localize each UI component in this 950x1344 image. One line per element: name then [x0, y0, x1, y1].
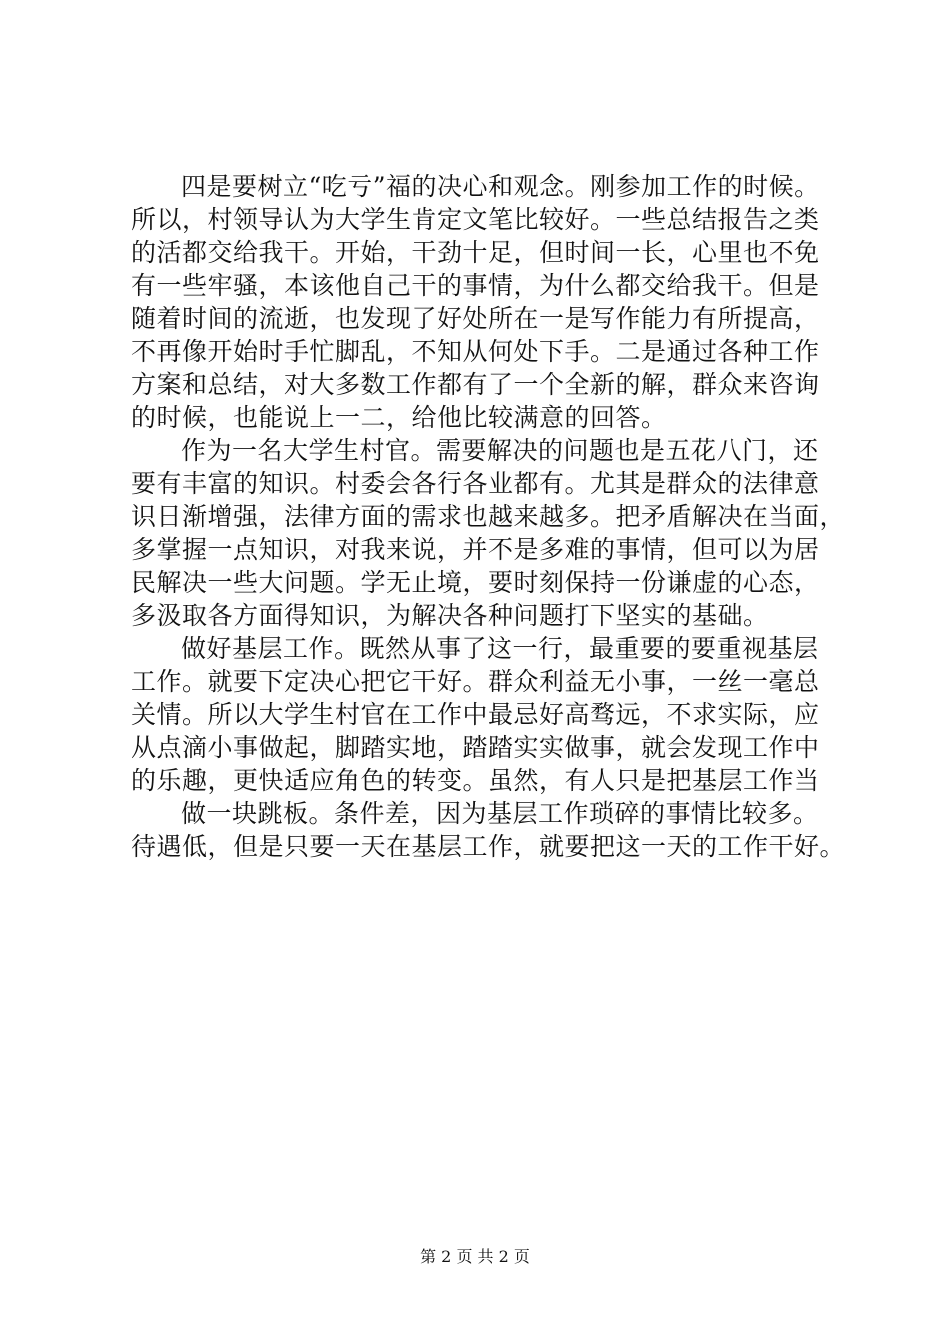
page-number-footer: 第 2 页 共 2 页 — [420, 1247, 530, 1266]
text-line: 民解决一些大问题。学无止境，要时刻保持一份谦虚的心态， — [131, 568, 820, 597]
paragraph-1 — [131, 170, 851, 434]
text-line: 识日渐增强，法律方面的需求也越来越多。把矛盾解决在当面， — [131, 502, 846, 531]
text-line: 所以，村领导认为大学生肯定文笔比较好。一些总结报告之类 — [131, 205, 820, 234]
text-line: 随着时间的流逝，也发现了好处所在一是写作能力有所提高， — [131, 304, 820, 333]
text-line: 要有丰富的知识。村委会各行各业都有。尤其是群众的法律意 — [131, 469, 820, 498]
text-line: 待遇低，但是只要一天在基层工作，就要把这一天的工作干好。 — [131, 832, 846, 861]
text-line: 的活都交给我干。开始，干劲十足，但时间一长，心里也不免 — [131, 238, 820, 267]
paragraph-2 — [131, 434, 851, 632]
text-line: 的时候，也能说上一二，给他比较满意的回答。 — [131, 403, 667, 432]
text-line: 有一些牢骚，本该他自己干的事情，为什么都交给我干。但是 — [131, 271, 820, 300]
text-line: 的乐趣，更快适应角色的转变。虽然，有人只是把基层工作当 — [131, 766, 820, 795]
document-body — [131, 170, 851, 863]
text-line: 作为一名大学生村官。需要解决的问题也是五花八门，还 — [181, 436, 819, 465]
text-line: 不再像开始时手忙脚乱，不知从何处下手。二是通过各种工作 — [131, 337, 820, 366]
text-line: 从点滴小事做起，脚踏实地，踏踏实实做事，就会发现工作中 — [131, 733, 820, 762]
text-line: 四是要树立“吃亏”福的决心和观念。刚参加工作的时候。 — [181, 172, 820, 201]
paragraph-4 — [131, 797, 851, 863]
text-line: 关情。所以大学生村官在工作中最忌好高骛远，不求实际，应 — [131, 700, 820, 729]
text-line: 多掌握一点知识，对我来说，并不是多难的事情，但可以为居 — [131, 535, 820, 564]
text-line: 工作。就要下定决心把它干好。群众利益无小事，一丝一毫总 — [131, 667, 820, 696]
text-line: 做好基层工作。既然从事了这一行，最重要的要重视基层 — [181, 634, 819, 663]
text-line: 做一块跳板。条件差，因为基层工作琐碎的事情比较多。 — [181, 799, 819, 828]
text-line: 多汲取各方面得知识，为解决各种问题打下坚实的基础。 — [131, 601, 769, 630]
paragraph-3 — [131, 632, 851, 797]
text-line: 方案和总结，对大多数工作都有了一个全新的解，群众来咨询 — [131, 370, 820, 399]
